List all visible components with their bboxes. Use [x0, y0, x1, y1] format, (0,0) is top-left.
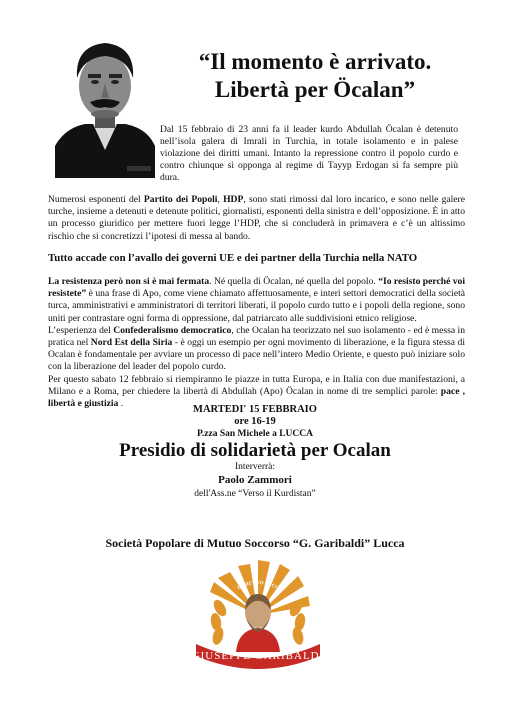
headline: [165, 48, 465, 104]
text-run: è una frase di Apo, come viene chiamato affettuosamente, e interi settori democratici della società turca, amministrativi e amministratori di territori liberati, il popolo curdo tutto e i popoli della regione, sono uniti per contrastare ogni forma di oppressione, dal patriarcato alle suddivisioni etnico religiose.: [48, 288, 465, 324]
section-heading: Tutto accade con l’avallo dei governi UE e dei partner della Turchia nella NATO: [48, 252, 418, 264]
text-run: . Né quella di Öcalan, né quella del popolo.: [209, 276, 379, 287]
text-run: .: [118, 398, 124, 410]
text-run: Per questo sabato 12 febbraio si riempiranno le piazze in tutta Europa, e in Italia con due manifestazioni, a Milano e a Roma, per chiedere la libertà di Abdullah (Apo) Öcalan in nome di tre semplici parole:: [48, 373, 465, 397]
paragraph-resistance: [48, 276, 465, 410]
text-run: , sono stati rimossi dal loro incarico, e sono nelle galere turche, insieme a detenuti e detenute politici, giornalisti, esponenti della sinistra e dell’opposizione. È in atto un processo giuridico per mettere fuori legge l’HDP, che si concluderà in primavera e c’è un altissimo rischio che si concretizzi l’ipotesi di messa al bando.: [48, 194, 466, 242]
speaker-name: Paolo Zammori: [218, 474, 292, 486]
garibaldi-logo: [190, 560, 326, 670]
bold-north-east-syria: Nord Est della Siria: [90, 337, 173, 349]
event-time: ore 16-19: [234, 416, 276, 427]
speaker-organization: dell'Ass.ne “Verso il Kurdistan”: [194, 489, 316, 499]
text-run: ,: [217, 194, 224, 205]
bold-resistance: La resistenza però non si è mai fermata: [48, 276, 210, 287]
portrait-photo: [55, 28, 155, 178]
bold-hdp: HDP: [223, 194, 244, 205]
speaker-label: Interverrà:: [234, 462, 276, 472]
logo-ribbon-text: GIUSEPPE GARIBALDI: [191, 650, 325, 662]
bold-motto: pace , libertà e giustizia: [48, 385, 466, 410]
text-run: - è oggi un esempio per ogni movimento di liberazione, e la figura stessa di Ocalan è fondamentale per avviare un processo di pace nell’intero Medio Oriente, e questo può iniziare solo con la liberazione del leader del popolo curdo.: [48, 337, 465, 373]
bold-party-name: Partito dei Popoli: [143, 194, 218, 205]
paragraph-hdp: [48, 194, 465, 243]
intro-paragraph: Dal 15 febbraio di 23 anni fa il leader kurdo Abdullah Öcalan è detenuto nell’isola galera di Imrali in Turchia, in totale isolamento e in palese violazione dei diritti umani. Intanto la repressione contro il popolo curdo e contro chiunque si opponga al regime di Tayyp Erdogan si fa sempre più dura.: [160, 124, 458, 183]
bold-quote: “Io resisto perché voi resistete”: [48, 276, 466, 300]
bold-confederalism: Confederalismo democratico: [113, 324, 232, 336]
event-place: P.zza San Michele a LUCCA: [196, 429, 313, 439]
text-run: L’esperienza del: [48, 324, 114, 336]
event-date: MARTEDI' 15 FEBBRAIO: [193, 404, 317, 415]
headline-line-2: Libertà per Öcalan”: [214, 77, 416, 102]
logo-arc-text: DI MUTUO SOCC: [236, 580, 280, 592]
text-run: , che Ocalan ha teorizzato nel suo isolamento - ed è messa in pratica nel: [48, 324, 465, 349]
event-title: Presidio di solidarietà per Ocalan: [119, 440, 391, 461]
text-run: Numerosi esponenti del: [48, 194, 144, 205]
headline-line-1: “Il momento è arrivato.: [198, 49, 432, 74]
organizer-name: Società Popolare di Mutuo Soccorso “G. Garibaldi” Lucca: [105, 536, 405, 550]
